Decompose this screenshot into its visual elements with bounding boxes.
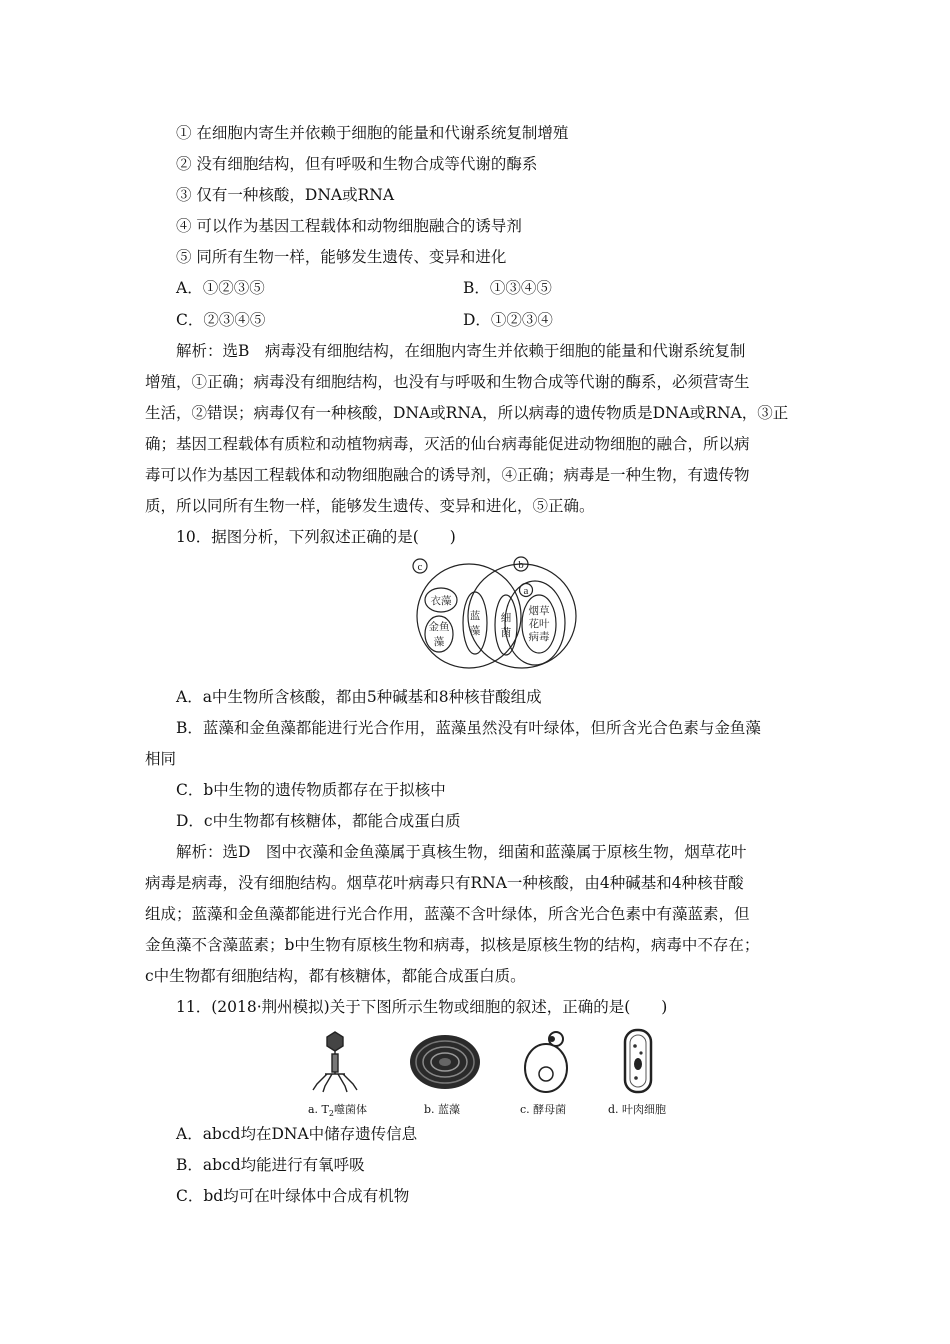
q11-option-a: A．abcd均在DNA中储存遗传信息 <box>176 1125 418 1143</box>
q10-option-b: B．蓝藻和金鱼藻都能进行光合作用，蓝藻虽然没有叶绿体，但所含光合色素与金鱼藻 <box>176 719 761 737</box>
q9-statement-3: ③ 仅有一种核酸，DNA或RNA <box>176 186 395 204</box>
q10-option-d: D．c中生物都有核糖体，都能合成蛋白质 <box>176 812 461 830</box>
q11-stem: 11．(2018·荆州模拟)关于下图所示生物或细胞的叙述，正确的是( ) <box>176 998 668 1016</box>
venn-item-xijun-1: 细 <box>500 613 512 624</box>
venn-label-c: c <box>417 561 423 573</box>
q9-option-a: A．①②③⑤ <box>176 279 265 297</box>
venn-item-jinyu-2: 藻 <box>433 637 445 648</box>
venn-label-b: b <box>518 559 524 571</box>
q9-statement-1: ① 在细胞内寄生并依赖于细胞的能量和代谢系统复制增殖 <box>176 124 569 142</box>
q10-analysis-line-2: 病毒是病毒，没有细胞结构。烟草花叶病毒只有RNA一种核酸，由4种碱基和4种核苷酸 <box>145 874 744 892</box>
q9-statement-2: ② 没有细胞结构，但有呼吸和生物合成等代谢的酶系 <box>176 155 538 173</box>
venn-item-yizao: 衣藻 <box>430 596 452 607</box>
venn-item-lanzao-1: 蓝 <box>469 611 481 622</box>
venn-item-xijun-2: 菌 <box>500 628 512 639</box>
q9-analysis-line-3: 生活，②错误；病毒仅有一种核酸，DNA或RNA，所以病毒的遗传物质是DNA或RNA，③正 <box>145 404 789 422</box>
q9-statement-4: ④ 可以作为基因工程载体和动物细胞融合的诱导剂 <box>176 217 522 235</box>
q9-option-c: C．②③④⑤ <box>176 311 266 329</box>
q9-analysis-line-6: 质，所以同所有生物一样，能够发生遗传、变异和进化，⑤正确。 <box>145 497 595 515</box>
caption-a-prefix: a. T <box>308 1103 329 1116</box>
q9-option-d: D．①②③④ <box>463 311 553 329</box>
venn-item-yancao-2: 花叶 <box>528 619 550 630</box>
caption-a-subscript: 2 <box>328 1109 334 1119</box>
q10-analysis-line-5: c中生物都有细胞结构，都有核糖体，都能合成蛋白质。 <box>145 967 526 985</box>
q10-option-a: A．a中生物所含核酸，都由5种碱基和8种核苷酸组成 <box>176 688 542 706</box>
t2-phage-drawing <box>313 1032 357 1092</box>
q10-venn-diagram <box>412 556 582 678</box>
yeast-drawing <box>525 1032 567 1092</box>
venn-item-lanzao-2: 藻 <box>469 626 481 637</box>
q11-organisms-figure <box>305 1026 685 1094</box>
q9-analysis-line-1: 解析：选B 病毒没有细胞结构，在细胞内寄生并依赖于细胞的能量和代谢系统复制 <box>176 342 746 360</box>
q10-option-c: C．b中生物的遗传物质都存在于拟核中 <box>176 781 446 799</box>
q10-analysis-line-1: 解析：选D 图中衣藻和金鱼藻属于真核生物，细菌和蓝藻属于原核生物，烟草花叶 <box>176 843 747 861</box>
caption-a-suffix: 噬菌体 <box>333 1103 367 1116</box>
caption-b: b. 蓝藻 <box>424 1103 461 1116</box>
venn-item-yancao-1: 烟草 <box>528 606 550 617</box>
q11-option-b: B．abcd均能进行有氧呼吸 <box>176 1156 365 1174</box>
q10-stem: 10．据图分析，下列叙述正确的是( ) <box>176 528 456 546</box>
q10-option-b-cont: 相同 <box>145 750 177 768</box>
q9-statement-5: ⑤ 同所有生物一样，能够发生遗传、变异和进化 <box>176 248 507 266</box>
q9-analysis-line-4: 确；基因工程载体有质粒和动植物病毒，灭活的仙台病毒能促进动物细胞的融合，所以病 <box>145 435 750 453</box>
q10-analysis-line-4: 金鱼藻不含藻蓝素；b中生物有原核生物和病毒，拟核是原核生物的结构，病毒中不存在； <box>145 936 760 954</box>
leaf-cell-drawing <box>625 1030 651 1092</box>
q9-analysis-line-2: 增殖，①正确；病毒没有细胞结构，也没有与呼吸和生物合成等代谢的酶系，必须营寄生 <box>145 373 750 391</box>
venn-label-a: a <box>523 585 529 597</box>
caption-c: c. 酵母菌 <box>520 1103 567 1116</box>
q9-analysis-line-5: 毒可以作为基因工程载体和动物细胞融合的诱导剂，④正确；病毒是一种生物，有遗传物 <box>145 466 750 484</box>
venn-item-yancao-3: 病毒 <box>528 632 550 643</box>
q9-option-b: B．①③④⑤ <box>463 279 552 297</box>
caption-d: d. 叶肉细胞 <box>608 1103 667 1116</box>
caption-a <box>308 1101 367 1118</box>
venn-item-jinyu-1: 金鱼 <box>428 622 450 633</box>
q10-analysis-line-3: 组成；蓝藻和金鱼藻都能进行光合作用，蓝藻不含叶绿体，所含光合色素中有藻蓝素，但 <box>145 905 750 923</box>
q11-option-c: C．bd均可在叶绿体中合成有机物 <box>176 1187 410 1205</box>
cyanobacteria-drawing <box>410 1035 480 1089</box>
